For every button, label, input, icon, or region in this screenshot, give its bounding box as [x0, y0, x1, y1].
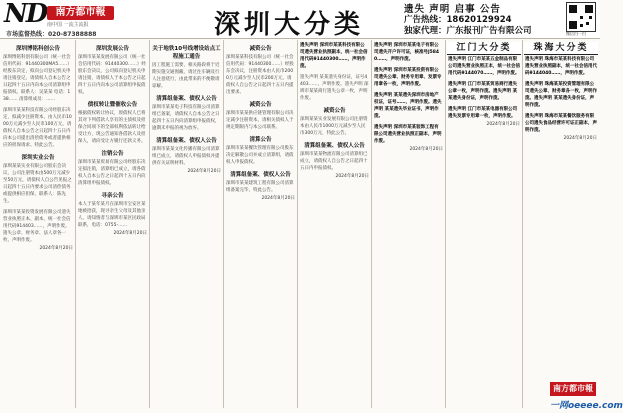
notice-text: 遗失声明 珠海市某某科技有限公司遗失营业执照副本，统一社会信用代码9144040……，声明作废。	[525, 57, 597, 76]
notice-text: 深圳某某科技有限公司（统一社会信用代码：91440300……）经股东会决议，注册资本由人民币2000万元减少至人民币200万元，请债权人自公告之日起四十五日内提出要求。	[226, 55, 294, 95]
notice-text: 遗失声明 某某遗失身份证，证号4403……，声明作废。遗失声明 深圳市某某商行遗失公章一枚，声明作废。	[300, 75, 369, 101]
corner-site-link[interactable]: 一网oeeee.com	[550, 401, 623, 411]
notice-text: 深圳某某实业有限公司股东会决议，公司注册资本由500万元减少至50万元，请债权人自公告见报之日起四十五日内要求公司清偿债务或提供相应担保，联系人：陈先生。	[3, 164, 72, 204]
notice-title: 深圳发展公告	[95, 46, 129, 52]
notice-title: 寻亲公告	[101, 193, 124, 199]
page-title: 深圳大分类	[214, 10, 365, 40]
notice-text: 深圳市某某发展有限公司（统一社会信用代码：91440300……）经股东会决议，公司拟向登记机关申请注销，请债权人于本公告之日起四十五日内向本公司清算组申报债权。	[78, 55, 146, 95]
notice-block	[78, 149, 147, 187]
notice-date: 2024年8月20日	[261, 196, 295, 201]
notice-text: 遗失声明 某某遗失深圳市房地产权证，证号……，声明作废。遗失声明 某某遗失毕业证书，声明作废。	[374, 93, 442, 119]
notice-block	[300, 42, 369, 70]
ad-agent: 独家代理：广东报刊广告有限公司	[404, 26, 532, 36]
notice-block	[300, 74, 369, 102]
notice-block	[525, 113, 597, 142]
logo-name: 南方都市報	[47, 6, 114, 20]
notice-text: 深圳博铭科创有限公司（统一社会信用代码：91440300MA5……）经股东决定，拟向公司登记机关申请注销登记，请债权人自本公告之日起四十五日内向本公司清算组申报债权。联系人：吴某某 电话：138…… 清算组成员：……	[3, 55, 72, 102]
corner-branding	[550, 382, 623, 413]
notice-title: 清算组备案、债权人公告	[230, 172, 291, 178]
column-2	[78, 42, 147, 408]
column-divider	[522, 40, 523, 408]
notice-block	[300, 106, 369, 137]
notice-date: 2024年8月20日	[113, 231, 147, 236]
column-divider	[445, 40, 446, 408]
notice-text: 遗失声明 深圳市某某电子有限公司遗失开户许可证，核准号J5840……，声明作废。	[374, 43, 440, 62]
notice-block	[78, 191, 147, 237]
notice-block	[3, 107, 73, 149]
notice-text: 深圳市某某供应链管理有限公司决定减少注册资本，请相关债权人于规定期限内与本公司联系。	[226, 111, 294, 130]
notice-text: 深圳市某某贸易有限公司经股东决定拟注销，清算组已成立，请各债权人自本公告之日起四十五日内向清算组申报债权。	[78, 160, 146, 186]
notice-title: 关于地铁10号线增设站点工程施工通告	[152, 46, 221, 60]
notice-title: 减资公告	[323, 108, 346, 114]
notice-block	[374, 42, 443, 63]
notice-block	[525, 56, 597, 77]
notice-block	[374, 92, 443, 120]
notice-title: 深圳实业公告	[21, 155, 55, 161]
notice-block	[448, 81, 520, 102]
notice-text: 遗失声明 深圳市某某装饰工程有限公司遗失营业执照正副本，声明作废。	[374, 125, 442, 144]
notice-date: 2024年8月20日	[486, 122, 520, 127]
notice-title: 债权转让暨催收公告	[87, 102, 138, 108]
notice-text: 深圳市某某餐饮管理有限公司股东决定解散公司并成立清算组，请债权人申报债权。	[226, 146, 294, 165]
notice-block	[226, 170, 295, 202]
column-divider	[75, 40, 76, 408]
notice-block	[226, 100, 295, 131]
notice-title: 减资公告	[249, 46, 272, 52]
notice-text: 本人于某年某月在深圳市宝安区某地被拾获，现寻亲生父母及其他亲人，请知情者与深圳市某区民政局联系，电话：0755-……	[78, 202, 146, 228]
notice-text: 遗失声明 江门市某某贸易商行遗失公章一枚，声明作废。遗失声明 某某遗失身份证，声明作废。	[448, 82, 518, 101]
notice-date: 2024年8月20日	[563, 136, 597, 141]
ad-hotline: 广告热线：18620129924	[404, 15, 512, 25]
notice-title: 深圳博铭科创公告	[15, 46, 60, 52]
ad-info	[404, 4, 559, 37]
column-3	[152, 42, 221, 408]
notice-text: 遗失声明 江门市某某五金制品有限公司遗失营业执照正本，统一社会信用代码9144070……，声明作废。	[448, 57, 520, 76]
notice-text: 遗失声明 深圳市某某科技有限公司遗失营业执照副本，统一社会信用代码91440300……，声明作废。	[300, 43, 368, 69]
ad-categories: 遗失 声明 启事 公告	[404, 4, 501, 15]
logo-mark: ND	[4, 0, 47, 29]
masthead	[0, 0, 600, 39]
notice-text: 遗失声明 珠海市某某餐饮服务有限公司遗失食品经营许可证正副本，声明作废。	[525, 114, 597, 133]
notice-text: 根据债权转让协议，原债权人已将其对下列借款人享有的主债权及担保合同项下的全部权利依法转让给受让方，现公告通知各借款人及担保人，请向受让方履行还款义务。	[78, 111, 146, 144]
notice-block	[3, 44, 73, 103]
column-4	[226, 42, 295, 408]
notice-text: 深圳市某某文化传播有限公司清算组已成立，请债权人申报债权并提供有关证明材料。	[152, 147, 220, 166]
qr-caption: 微信扫一扫	[566, 31, 586, 36]
notice-title: 清算组备案、债权人公告	[304, 143, 365, 149]
notice-text: 深圳某某实业发展有限公司注册资本由人民币1000万元减少至人民币300万元，特此公告。	[300, 117, 368, 136]
qr-code-icon	[566, 2, 596, 32]
column-divider	[223, 40, 224, 408]
notice-block	[152, 136, 221, 175]
column-1	[3, 42, 73, 408]
column-5	[300, 42, 369, 408]
notice-text: 遗失声明 珠海某某投资管理有限公司遗失公章、财务章各一枚，声明作废。遗失声明 某某遗失身份证，声明作废。	[525, 82, 597, 108]
notice-text: 遗失声明 江门市某某电器有限公司遗失发票专用章一枚，声明作废。	[448, 107, 518, 119]
notice-title: 清算组备案、债权人公告	[156, 96, 217, 102]
notice-date: 2024年8月20日	[39, 246, 73, 251]
notice-title: 清算公告	[249, 137, 272, 143]
column-jiangmen	[448, 56, 520, 408]
notice-block	[300, 141, 369, 180]
supervision-hotline: 市场监督热线：020-87388888	[6, 31, 97, 38]
notice-block	[226, 44, 295, 96]
column-divider	[297, 40, 298, 408]
notice-title: 减资公告	[249, 102, 272, 108]
notice-title: 清算组备案、债权人公告	[156, 138, 217, 144]
section-head-zhuhai: 珠海大分类	[524, 42, 598, 55]
notice-text: 深圳市某某电子科技有限公司清算组已备案，请债权人自本公告之日起四十五日内向清算组申报债权，逾期未申报的视为放弃。	[152, 105, 220, 131]
column-divider	[149, 40, 150, 408]
section-head-jiangmen: 江门大分类	[447, 42, 521, 55]
notice-block	[226, 135, 295, 166]
notice-text: 深圳市某某物流有限公司清算组已成立，请债权人自公告之日起四十五日内申报债权。	[300, 152, 368, 171]
notice-block	[448, 56, 520, 77]
corner-brand-logo: 南方都市報	[550, 382, 596, 396]
notice-text: 因工程施工需要，相关路段将于近期实施交通围蔽，请过往车辆及行人注意绕行，由此带来的不便敬请谅解。	[152, 63, 220, 89]
column-zhuhai	[525, 56, 597, 378]
notice-text: 遗失声明 深圳市某某投资有限公司遗失公章、财务专用章、发票专用章各一枚，声明作废。	[374, 68, 442, 87]
notice-date: 2024年8月20日	[335, 174, 369, 179]
notice-text: 深圳市某某建筑工程有限公司清算组备案完毕，特此公告。	[226, 181, 294, 193]
column-divider	[371, 40, 372, 408]
notice-block	[374, 67, 443, 88]
notice-date: 2024年8月20日	[409, 147, 443, 152]
notice-block	[3, 209, 73, 252]
notice-block	[525, 81, 597, 109]
notice-block	[3, 153, 73, 205]
notice-block	[374, 124, 443, 153]
notice-block	[448, 106, 520, 128]
logo-slogan: 南中国 一流主流报	[47, 22, 89, 28]
notice-block	[152, 44, 221, 90]
notice-block	[152, 94, 221, 132]
notice-text: 深圳市某某投资发展有限公司遗失营业执照正本、副本，统一社会信用代码914403……，声明作废。遗失公章、财务章、法人章各一枚，声明作废。	[3, 210, 71, 243]
column-6	[374, 42, 443, 408]
notice-date: 2024年8月20日	[187, 169, 221, 174]
notice-block	[78, 100, 147, 145]
notice-block	[78, 44, 147, 96]
notice-text: 深圳市某某科技有限公司经股东决定，拟减少注册资本，由人民币1000万元减少至人民币100万元，请债权人自本公告之日起四十五日内向本公司提出清偿债务或者提供相应的担保请求。特此公告。	[3, 108, 72, 148]
notice-title: 注销公告	[101, 151, 124, 157]
